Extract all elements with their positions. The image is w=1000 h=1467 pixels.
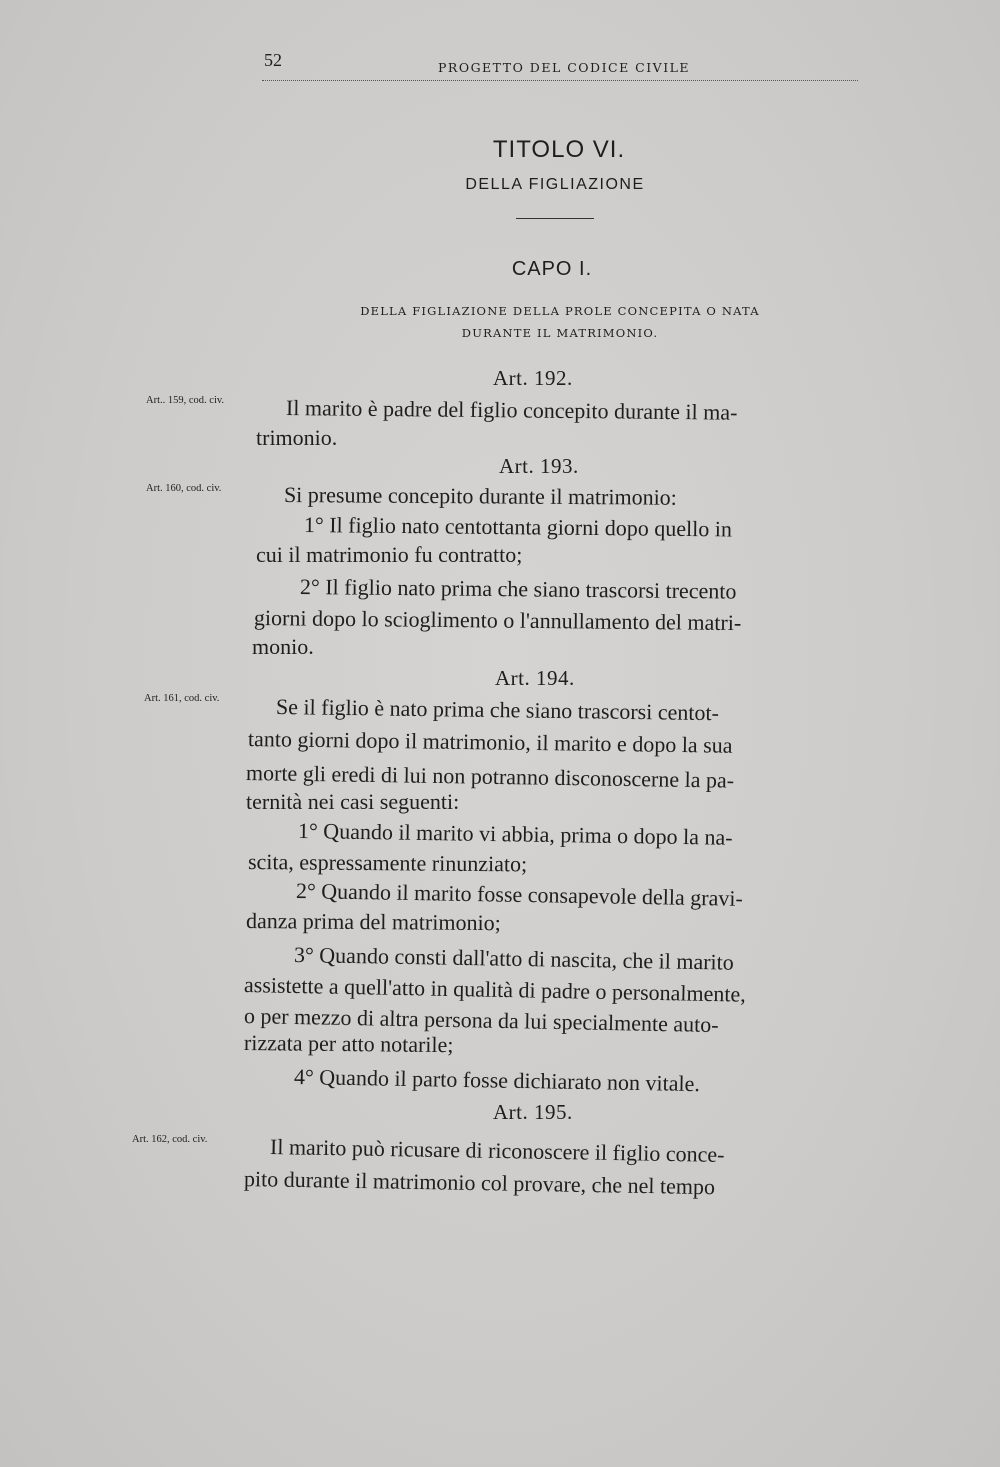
body-line: Il marito può ricusare di riconoscere il figlio conce- (269, 1134, 725, 1167)
capo-subtitle-line: DELLA FIGLIAZIONE DELLA PROLE CONCEPITA O NATA (360, 304, 760, 318)
body-line: 2° Quando il marito fosse consapevole della gravi- (295, 878, 744, 911)
title-divider (516, 218, 594, 219)
body-line: ternità nei casi seguenti: (246, 789, 460, 814)
body-line: cui il matrimonio fu contratto; (256, 542, 523, 567)
body-line: o per mezzo di altra persona da lui specialmente auto- (243, 1003, 719, 1038)
body-line: giorni dopo lo scioglimento o l'annullamento del matri- (253, 605, 742, 636)
article-heading: Art. 192. (493, 366, 573, 390)
body-line: 1° Quando il marito vi abbia, prima o dopo la na- (297, 818, 733, 850)
article-heading: Art. 195. (493, 1100, 573, 1124)
body-line: 4° Quando il parto fosse dichiarato non vitale. (293, 1064, 701, 1097)
body-line: pito durante il matrimonio col provare, che nel tempo (243, 1166, 716, 1200)
margin-reference: Art.. 159, cod. civ. (146, 395, 225, 406)
body-line: trimonio. (256, 425, 338, 450)
titolo-subtitle: DELLA FIGLIAZIONE (465, 176, 645, 193)
body-line: assistette a quell'atto in qualità di padre o personalmente, (243, 972, 747, 1007)
page-number: 52 (264, 50, 282, 70)
page-header (262, 50, 858, 81)
capo-subtitle (310, 300, 810, 344)
margin-reference: Art. 161, cod. civ. (144, 693, 220, 704)
body-line: scita, espressamente rinunziato; (247, 849, 528, 877)
body-line: morte gli eredi di lui non potranno disconoscerne la pa- (245, 760, 735, 793)
running-head: PROGETTO DEL CODICE CIVILE (438, 60, 691, 75)
body-line: danza prima del matrimonio; (245, 908, 501, 936)
body-line: Si presume concepito durante il matrimonio: (283, 482, 677, 510)
margin-reference: Art. 162, cod. civ. (132, 1134, 208, 1145)
body-line: 3° Quando consti dall'atto di nascita, che il marito (293, 942, 734, 975)
body-line: Il marito è padre del figlio concepito durante il ma- (285, 395, 738, 425)
article-heading: Art. 193. (499, 454, 579, 478)
body-line: Se il figlio è nato prima che siano trascorsi centot- (275, 694, 720, 726)
margin-reference: Art. 160, cod. civ. (146, 483, 222, 494)
article-heading: Art. 194. (495, 666, 575, 690)
capo-heading: CAPO I. (511, 258, 593, 280)
body-line: 1° Il figlio nato centottanta giorni dopo quello in (303, 512, 733, 542)
body-line: monio. (252, 634, 314, 659)
titolo-heading: TITOLO VI. (492, 136, 626, 163)
body-line: rizzata per atto notarile; (243, 1030, 454, 1058)
body-line: tanto giorni dopo il matrimonio, il marito e dopo la sua (247, 726, 733, 758)
capo-subtitle-line: DURANTE IL MATRIMONIO. (461, 326, 659, 340)
body-line: 2° Il figlio nato prima che siano trascorsi trecento (299, 574, 737, 604)
